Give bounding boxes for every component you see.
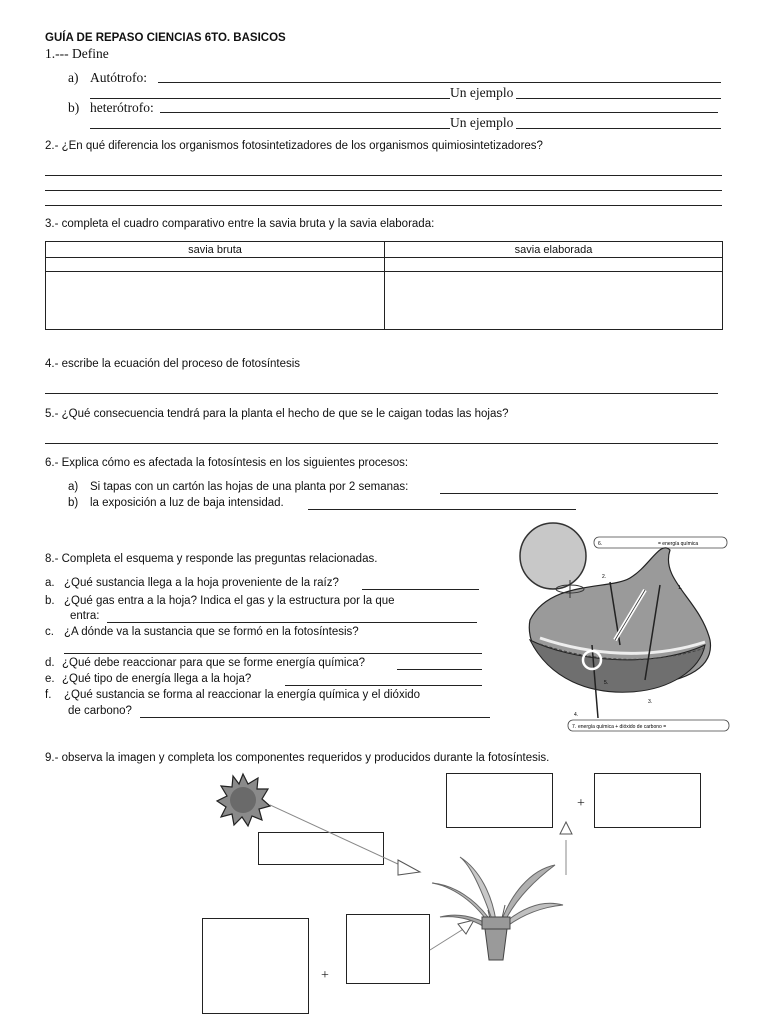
q1-b-label: heterótrofo: xyxy=(90,100,154,115)
col-header-savia-elaborada: savia elaborada xyxy=(385,242,723,258)
q5-answer-line[interactable] xyxy=(45,443,718,444)
q1-a-answer-line[interactable] xyxy=(158,82,721,83)
q8-f-answer-line[interactable] xyxy=(140,717,490,718)
q6-text: 6.- Explica cómo es afectada la fotosíntesis en los siguientes procesos: xyxy=(45,457,409,469)
q6-a-answer-line[interactable] xyxy=(440,493,718,494)
leaf-diagram xyxy=(510,520,736,736)
q2-answer-line-2[interactable] xyxy=(45,190,722,191)
q2-answer-line-1[interactable] xyxy=(45,175,722,176)
diagram-num-5: 5. xyxy=(604,680,609,686)
q8-b-text-2: entra: xyxy=(70,610,100,622)
q8-e-marker: e. xyxy=(45,673,55,685)
q8-c-marker: c. xyxy=(45,626,54,638)
q6-a-text: Si tapas con un cartón las hojas de una planta por 2 semanas: xyxy=(90,481,409,493)
q8-b-answer-line[interactable] xyxy=(107,622,477,623)
plus-sign-top: + xyxy=(577,796,585,811)
table-cell[interactable] xyxy=(46,258,385,272)
q6-b-marker: b) xyxy=(68,497,79,509)
q1-b-marker: b) xyxy=(68,100,80,115)
diagram-num-3: 3. xyxy=(648,699,653,705)
q8-d-marker: d. xyxy=(45,657,55,669)
q1-a-answer-line-2[interactable] xyxy=(90,98,450,99)
q1-a-example-line[interactable] xyxy=(516,98,721,99)
answer-box-top-right[interactable] xyxy=(594,773,701,828)
plus-sign-bottom: + xyxy=(321,968,329,983)
col-header-savia-bruta: savia bruta xyxy=(46,242,385,258)
q8-f-marker: f. xyxy=(45,689,52,701)
q8-a-answer-line[interactable] xyxy=(362,589,479,590)
q6-b-text: la exposición a luz de baja intensidad. xyxy=(90,497,284,509)
q6-a-marker: a) xyxy=(68,481,79,493)
q4-answer-line[interactable] xyxy=(45,393,718,394)
label-6-text: = energía química xyxy=(658,541,699,547)
q1-b-example-label: Un ejemplo xyxy=(450,115,514,130)
q8-e-text: ¿Qué tipo de energía llega a la hoja? xyxy=(62,673,252,685)
q8-d-answer-line[interactable] xyxy=(397,669,482,670)
page-title: GUÍA DE REPASO CIENCIAS 6TO. BASICOS xyxy=(45,32,286,44)
q8-b-marker: b. xyxy=(45,595,55,607)
table-cell[interactable] xyxy=(385,272,723,330)
q1-a-example-label: Un ejemplo xyxy=(450,85,514,100)
sun-burst-icon xyxy=(215,772,271,828)
comparison-table xyxy=(45,241,723,330)
table-cell[interactable] xyxy=(385,258,723,272)
q1-b-answer-line-2[interactable] xyxy=(90,128,450,129)
q5-text: 5.- ¿Qué consecuencia tendrá para la planta el hecho de que se le caigan todas las hojas? xyxy=(45,408,509,420)
q8-f-text: ¿Qué sustancia se forma al reaccionar la energía química y el dióxido xyxy=(64,689,421,701)
q8-b-text: ¿Qué gas entra a la hoja? Indica el gas y la estructura por la que xyxy=(64,595,395,607)
q4-text: 4.- escribe la ecuación del proceso de fotosíntesis xyxy=(45,358,301,370)
q1-b-example-line[interactable] xyxy=(516,128,721,129)
q8-a-text: ¿Qué sustancia llega a la hoja proveniente de la raíz? xyxy=(64,577,339,589)
q1-heading: 1.--- Define xyxy=(45,46,109,61)
arrow-sun-to-plant-icon xyxy=(270,805,420,875)
q2-text: 2.- ¿En qué diferencia los organismos fotosintetizadores de los organismos quimiosintetizadores? xyxy=(45,140,543,152)
diagram-num-1: 1. xyxy=(678,585,683,591)
q9-text: 9.- observa la imagen y completa los componentes requeridos y producidos durante la fotosíntesis. xyxy=(45,752,550,764)
label-7-num: 7. xyxy=(572,724,577,730)
q8-a-marker: a. xyxy=(45,577,55,589)
table-cell[interactable] xyxy=(46,272,385,330)
q1-a-marker: a) xyxy=(68,70,79,85)
q8-e-answer-line[interactable] xyxy=(285,685,482,686)
diagram-num-2: 2. xyxy=(602,574,607,580)
diagram-num-4: 4. xyxy=(574,712,579,718)
sun-icon xyxy=(520,523,586,589)
q1-a-label: Autótrofo: xyxy=(90,70,147,85)
potted-plant-icon xyxy=(430,855,565,965)
q3-text: 3.- completa el cuadro comparativo entre la savia bruta y la savia elaborada: xyxy=(45,218,435,230)
q1-b-answer-line[interactable] xyxy=(160,112,718,113)
q8-c-text: ¿A dónde va la sustancia que se formó en la fotosíntesis? xyxy=(64,626,359,638)
q8-d-text: ¿Qué debe reaccionar para que se forme energía química? xyxy=(62,657,366,669)
label-6-num: 6. xyxy=(598,541,603,547)
q6-b-answer-line[interactable] xyxy=(308,509,576,510)
q8-c-answer-line[interactable] xyxy=(64,653,482,654)
q8-f-text-2: de carbono? xyxy=(68,705,132,717)
q8-text: 8.- Completa el esquema y responde las preguntas relacionadas. xyxy=(45,553,378,565)
label-7-text: energía química + dióxido de carbono = xyxy=(578,724,667,730)
q2-answer-line-3[interactable] xyxy=(45,205,722,206)
